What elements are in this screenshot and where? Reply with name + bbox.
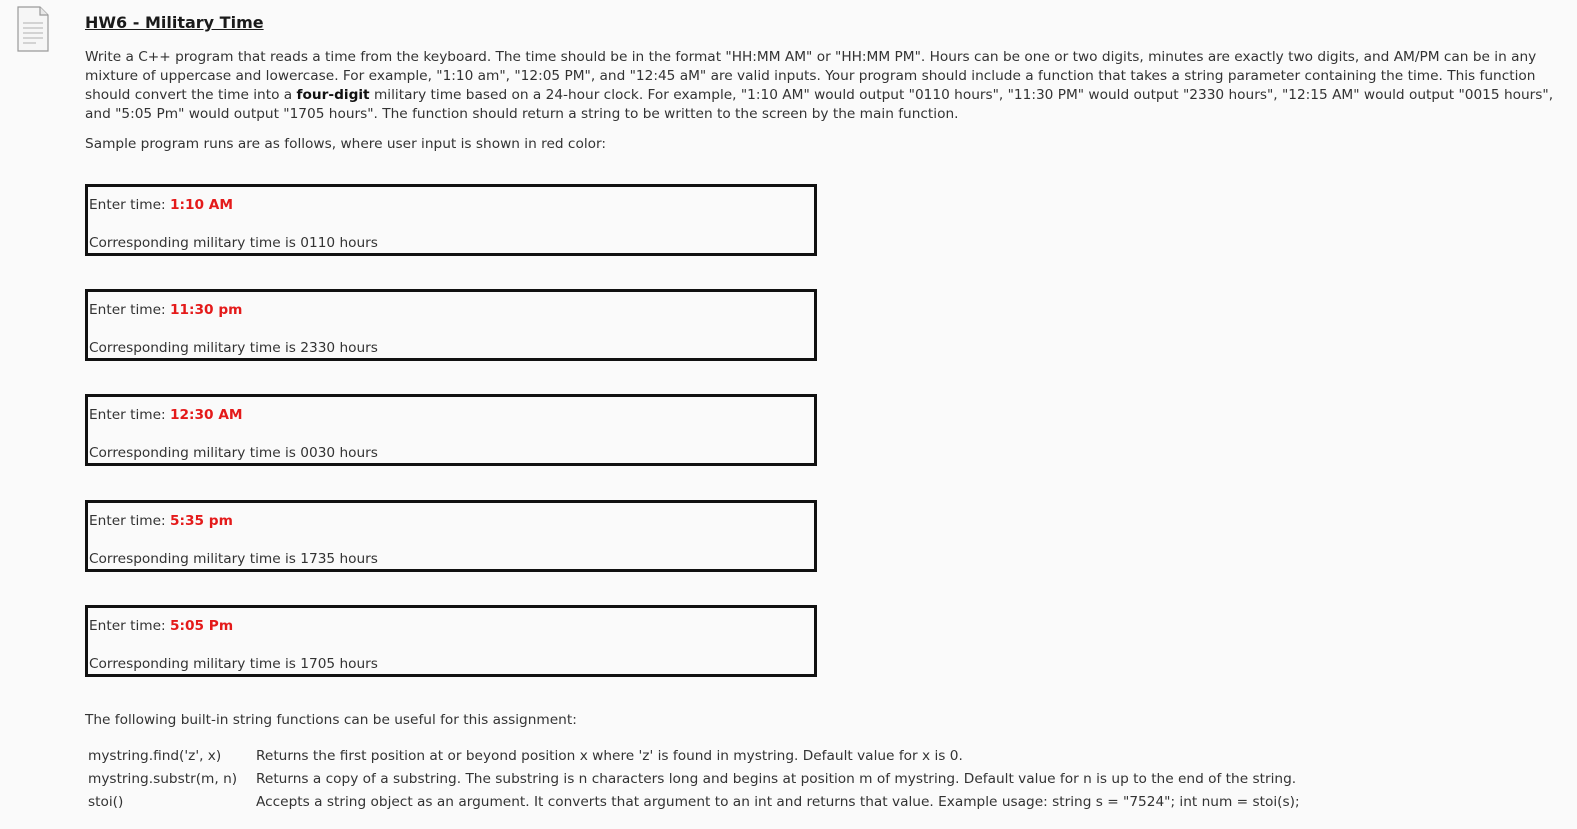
- run-prompt: Enter time:: [89, 302, 170, 318]
- sample-run-box: [85, 500, 817, 572]
- description-text-1: Write a C++ program that reads a time from the keyboard. The time should be in the format "HH:MM AM" or "HH:MM PM". Hours can be one or two digits, minutes are exactly two digits, and AM/PM can be in any mixture of uppercase and lowercase. For example, "1:10 am", "12:05 PM", and "12:45 aM" are valid inputs. Your program should include a function that takes a string parameter containing the time. This function should convert the time into a: [85, 49, 1537, 103]
- functions-intro: The following built-in string functions can be useful for this assignment:: [85, 712, 577, 728]
- function-row: [88, 770, 1296, 789]
- sample-run-box: [85, 184, 817, 256]
- run-output-line: Corresponding military time is 0030 hours: [89, 445, 378, 461]
- function-name: mystring.find('z', x): [88, 748, 222, 764]
- run-user-input: 1:10 AM: [169, 197, 234, 213]
- run-input-line: [89, 301, 242, 319]
- run-input-line: [89, 512, 233, 530]
- run-prompt: Enter time:: [89, 407, 170, 423]
- description-text-2: military time based on a 24-hour clock. For example, "1:10 AM" would output "0110 hours", "11:30 PM" would output "2330 hours", "12:15 AM" would output "0015 hours", and "5:05 Pm" would output "1705 hours". The function should return a string to be written to the screen by the main function.: [85, 87, 1554, 122]
- function-row: [88, 793, 1300, 812]
- run-prompt: Enter time:: [89, 513, 170, 529]
- sample-intro: Sample program runs are as follows, where user input is shown in red color:: [85, 136, 606, 152]
- document-icon: [16, 6, 50, 52]
- run-user-input: 12:30 AM: [169, 407, 243, 423]
- run-output-line: Corresponding military time is 0110 hours: [89, 235, 378, 251]
- description-bold: four-digit: [296, 87, 370, 103]
- function-description: Returns the first position at or beyond position x where 'z' is found in mystring. Default value for x is 0.: [256, 748, 963, 764]
- sample-run-box: [85, 394, 817, 466]
- run-prompt: Enter time:: [89, 197, 170, 213]
- function-description: Accepts a string object as an argument. It converts that argument to an int and returns that value. Example usage: string s = "7524"; int num = stoi(s);: [256, 794, 1300, 810]
- assignment-content: [85, 11, 1555, 154]
- run-output-line: Corresponding military time is 1705 hours: [89, 656, 378, 672]
- assignment-title[interactable]: HW6 - Military Time: [85, 13, 264, 32]
- run-input-line: [89, 196, 233, 214]
- run-user-input: 5:05 Pm: [169, 618, 234, 634]
- function-name: stoi(): [88, 794, 124, 810]
- sample-run-box: [85, 289, 817, 361]
- assignment-description: [85, 48, 1555, 124]
- run-user-input: 5:35 pm: [169, 513, 233, 529]
- run-output-line: Corresponding military time is 2330 hours: [89, 340, 378, 356]
- function-description: Returns a copy of a substring. The substring is n characters long and begins at position m of mystring. Default value for n is up to the end of the string.: [256, 771, 1297, 787]
- run-output-line: Corresponding military time is 1735 hours: [89, 551, 378, 567]
- function-row: [88, 747, 963, 766]
- run-input-line: [89, 406, 243, 424]
- sample-run-box: [85, 605, 817, 677]
- function-name: mystring.substr(m, n): [88, 771, 238, 787]
- run-prompt: Enter time:: [89, 618, 170, 634]
- run-user-input: 11:30 pm: [169, 302, 243, 318]
- run-input-line: [89, 617, 233, 635]
